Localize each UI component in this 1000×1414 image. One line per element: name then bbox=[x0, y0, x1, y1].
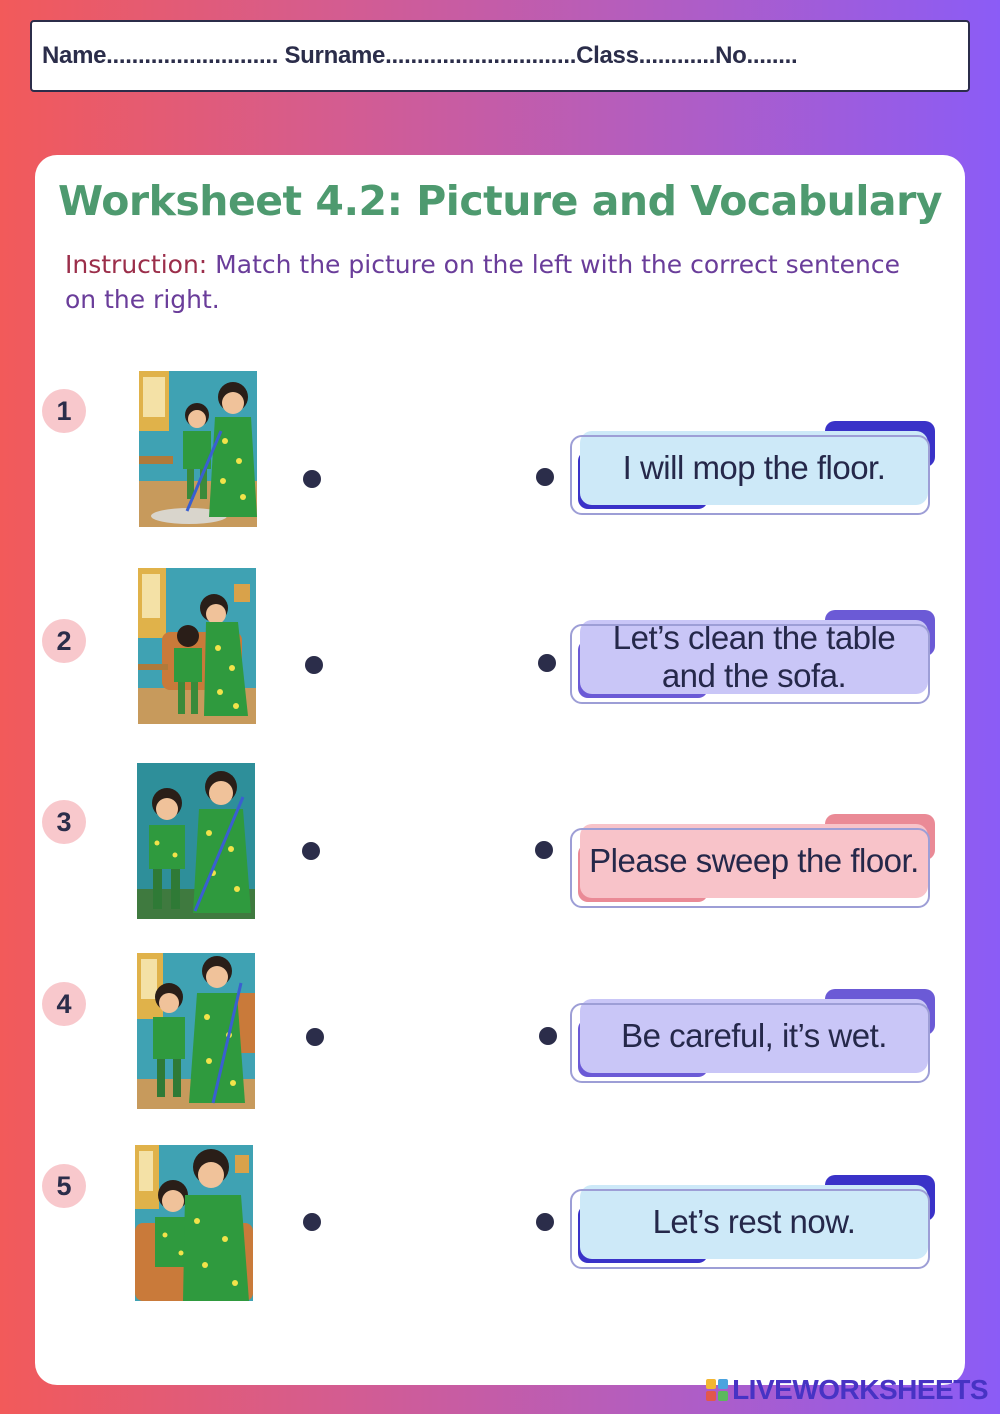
card-outline bbox=[570, 828, 930, 908]
liveworksheets-brand bbox=[706, 1374, 988, 1406]
liveworksheets-logo-icon bbox=[706, 1379, 728, 1401]
item-number-badge: 2 bbox=[42, 619, 86, 663]
sentence-text: Let’s clean the table and the sofa. bbox=[612, 619, 896, 694]
sentence-card[interactable] bbox=[570, 610, 950, 710]
item-number-badge: 4 bbox=[42, 982, 86, 1026]
right-match-dot[interactable] bbox=[536, 1213, 554, 1231]
card-outline bbox=[570, 624, 930, 704]
sentence-text: Let’s rest now. bbox=[652, 1203, 856, 1240]
brand-name: LIVEWORKSHEETS bbox=[732, 1374, 988, 1405]
mother-and-girl-with-broom-picture[interactable] bbox=[137, 763, 255, 919]
sentence-text: I will mop the floor. bbox=[622, 449, 886, 486]
left-match-dot[interactable] bbox=[306, 1028, 324, 1046]
item-number-badge: 3 bbox=[42, 800, 86, 844]
worksheet-card bbox=[35, 155, 965, 1385]
mother-and-girl-resting-picture[interactable] bbox=[135, 1145, 253, 1301]
item-number-badge: 1 bbox=[42, 389, 86, 433]
instruction-label: Instruction: bbox=[65, 250, 208, 279]
sentence-card[interactable] bbox=[570, 989, 950, 1089]
sentence-text: Please sweep the floor. bbox=[589, 842, 919, 879]
mother-and-girl-with-mop-picture[interactable] bbox=[137, 953, 255, 1109]
sentence-text: Be careful, it’s wet. bbox=[621, 1017, 887, 1054]
mother-and-girl-mopping-floor-picture[interactable] bbox=[139, 371, 257, 527]
left-match-dot[interactable] bbox=[303, 470, 321, 488]
card-outline bbox=[570, 435, 930, 515]
card-outline bbox=[570, 1003, 930, 1083]
right-match-dot[interactable] bbox=[539, 1027, 557, 1045]
sentence-card[interactable] bbox=[570, 1175, 950, 1275]
mother-and-girl-cleaning-sofa-picture[interactable] bbox=[138, 568, 256, 724]
sentence-card[interactable] bbox=[570, 814, 950, 914]
student-info-box bbox=[30, 20, 970, 92]
worksheet-title: Worksheet 4.2: Picture and Vocabulary bbox=[57, 177, 943, 225]
right-match-dot[interactable] bbox=[538, 654, 556, 672]
sentence-card[interactable] bbox=[570, 421, 950, 521]
left-match-dot[interactable] bbox=[302, 842, 320, 860]
left-match-dot[interactable] bbox=[305, 656, 323, 674]
card-outline bbox=[570, 1189, 930, 1269]
right-match-dot[interactable] bbox=[536, 468, 554, 486]
left-match-dot[interactable] bbox=[303, 1213, 321, 1231]
instruction-text: Match the picture on the left with the correct sentence on the right. bbox=[65, 250, 900, 314]
right-match-dot[interactable] bbox=[535, 841, 553, 859]
instruction bbox=[65, 247, 925, 317]
item-number-badge: 5 bbox=[42, 1164, 86, 1208]
student-info-fields: Name........................... Surname..............................Class............No........ bbox=[42, 42, 798, 69]
